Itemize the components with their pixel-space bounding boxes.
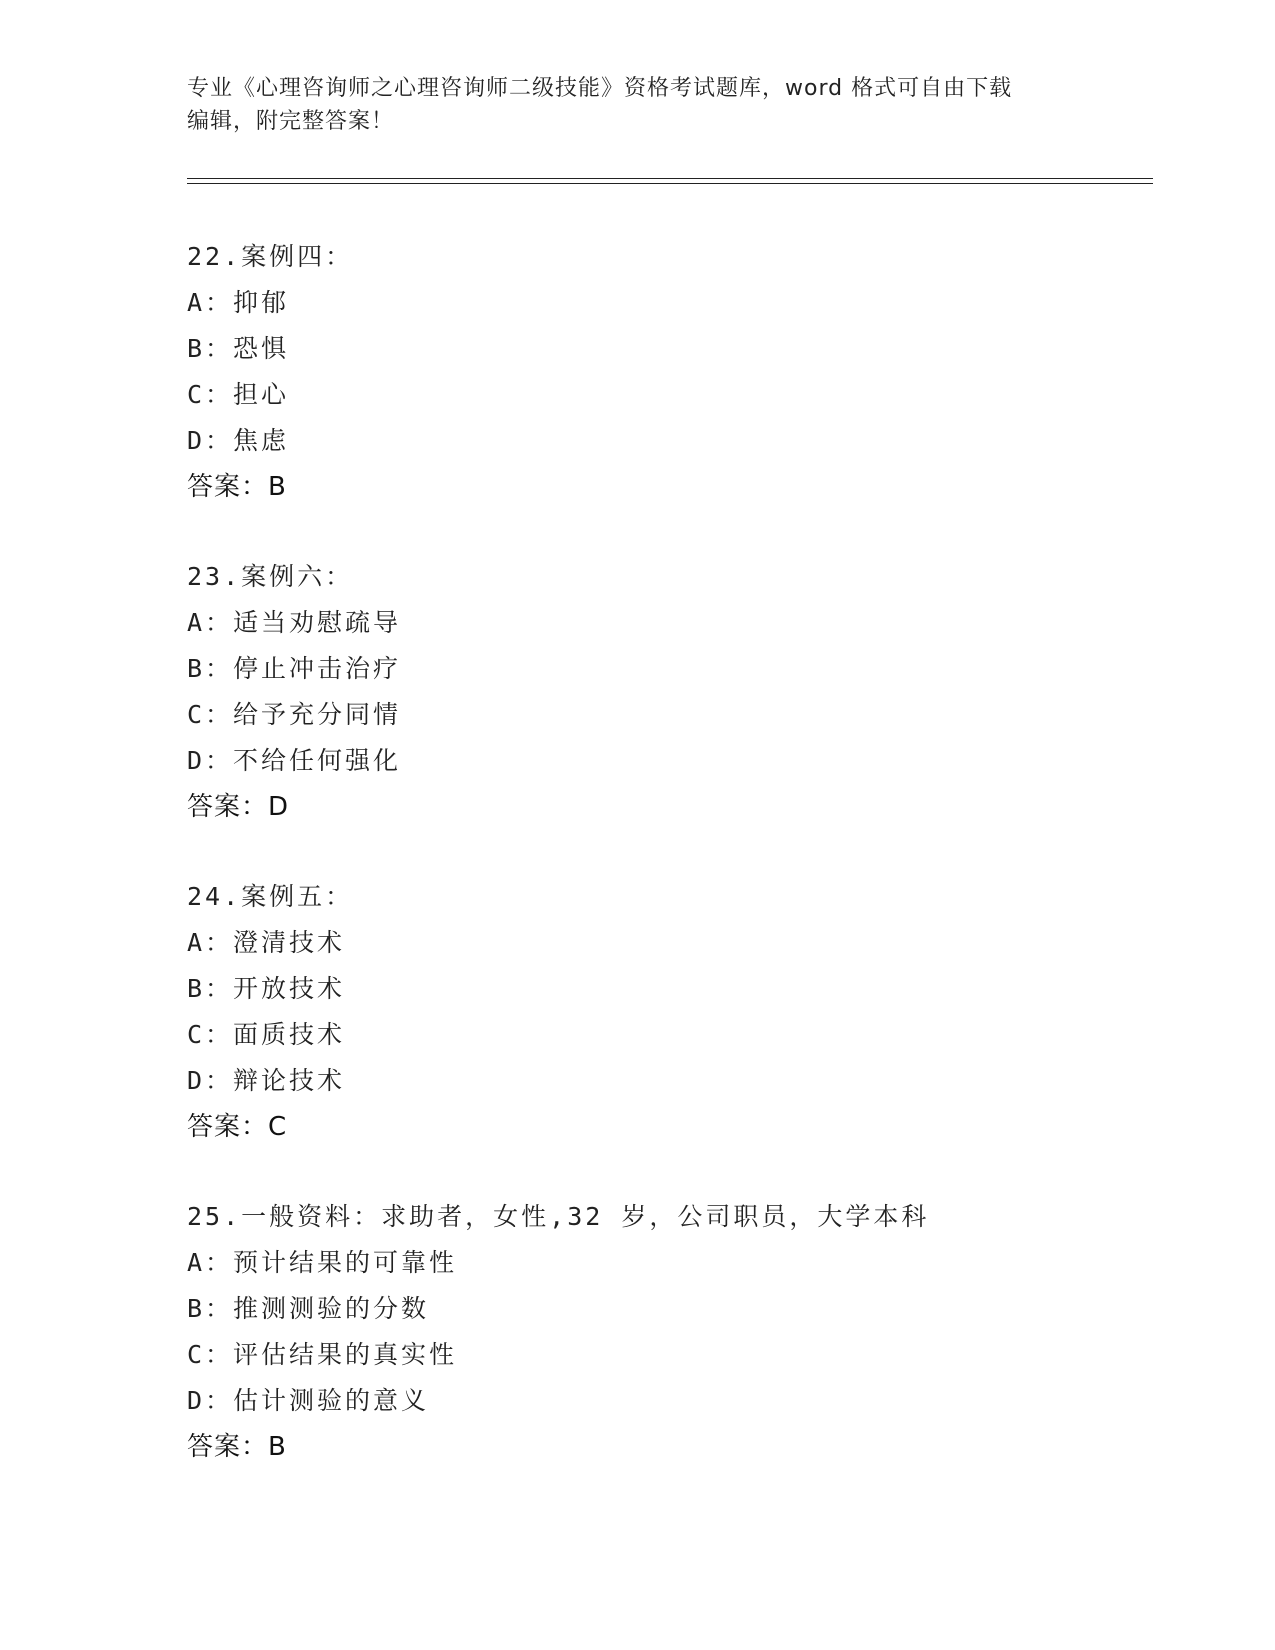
answer-line: 答案：C bbox=[187, 1112, 288, 1142]
question-stem: 25.一般资料：求助者，女性,32 岁，公司职员，大学本科 bbox=[187, 1202, 930, 1231]
question-22 bbox=[187, 234, 1187, 510]
question-25 bbox=[187, 1194, 1187, 1470]
option-b: B：开放技术 bbox=[187, 974, 346, 1003]
question-23 bbox=[187, 554, 1187, 830]
header-divider-bottom bbox=[187, 183, 1153, 184]
option-d: D：估计测验的意义 bbox=[187, 1386, 430, 1415]
option-d: D：焦虑 bbox=[187, 426, 290, 455]
option-c: C：评估结果的真实性 bbox=[187, 1340, 458, 1369]
option-b: B：停止冲击治疗 bbox=[187, 654, 402, 683]
option-a: A：抑郁 bbox=[187, 288, 290, 317]
question-stem: 24.案例五： bbox=[187, 882, 354, 911]
option-c: C：担心 bbox=[187, 380, 290, 409]
question-stem: 23.案例六： bbox=[187, 562, 354, 591]
option-c: C：给予充分同情 bbox=[187, 700, 402, 729]
document-header bbox=[187, 72, 1087, 138]
answer-line: 答案：B bbox=[187, 1432, 287, 1462]
option-a: A：适当劝慰疏导 bbox=[187, 608, 402, 637]
option-a: A：预计结果的可靠性 bbox=[187, 1248, 458, 1277]
answer-line: 答案：D bbox=[187, 792, 290, 822]
header-divider-top bbox=[187, 178, 1153, 179]
option-d: D：辩论技术 bbox=[187, 1066, 346, 1095]
option-c: C：面质技术 bbox=[187, 1020, 346, 1049]
header-line-2: 编辑，附完整答案！ bbox=[187, 109, 395, 134]
option-d: D：不给任何强化 bbox=[187, 746, 402, 775]
option-b: B：推测测验的分数 bbox=[187, 1294, 430, 1323]
question-24 bbox=[187, 874, 1187, 1150]
header-line-1: 专业《心理咨询师之心理咨询师二级技能》资格考试题库，word 格式可自由下载 bbox=[187, 76, 1013, 101]
answer-line: 答案：B bbox=[187, 472, 287, 502]
option-a: A：澄清技术 bbox=[187, 928, 346, 957]
question-stem: 22.案例四： bbox=[187, 242, 354, 271]
option-b: B：恐惧 bbox=[187, 334, 290, 363]
